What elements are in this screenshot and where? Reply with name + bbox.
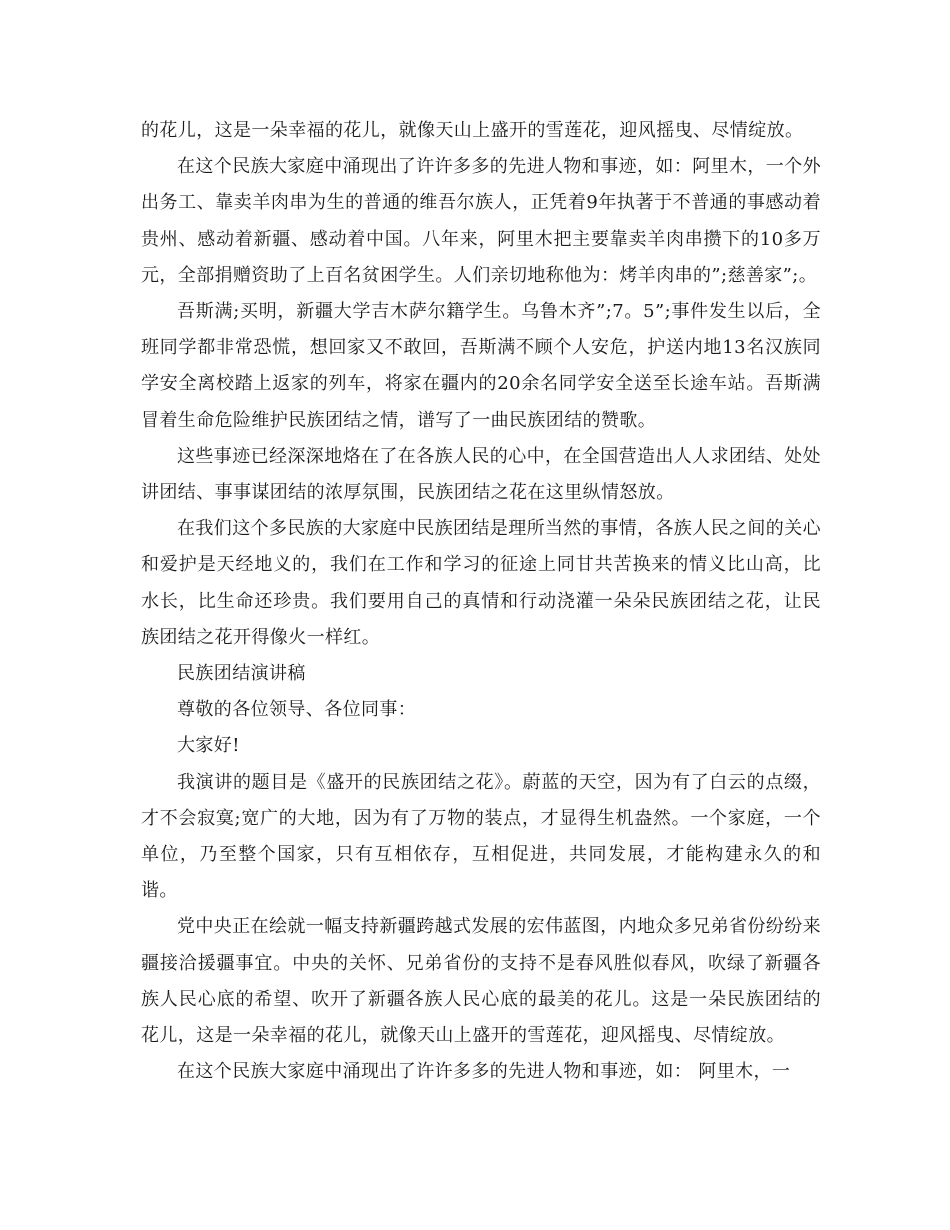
paragraph-topic: 我演讲的题目是《盛开的民族团结之花》。蔚蓝的天空，因为有了白云的点缀，才不会寂寞;宽广的大地，因为有了万物的装点，才显得生机盎然。一个家庭，一个单位，乃至整个国家，只有互相依存，互相促进，共同发展，才能构建永久的和谐。 <box>141 771 821 902</box>
paragraph-alimu: 在这个民族大家庭中涌现出了许许多多的先进人物和事迹，如：阿里木，一个外出务工、靠卖羊肉串为生的普通的维吾尔族人，正凭着9年执著于不普通的事感动着贵州、感动着新疆、感动着中国。八年来，阿里木把主要靠卖羊肉串攒下的10多万元，全部捐赠资助了上百名贫困学生。人们亲切地称他为：烤羊肉串的”;慈善家”;。 <box>141 156 821 286</box>
document-body <box>141 113 821 1090</box>
paragraph-trailing: 在这个民族大家庭中涌现出了许许多多的先进人物和事迹，如： 阿里木，一 <box>177 1061 791 1083</box>
paragraph-continuation: 的花儿，这是一朵幸福的花儿，就像天山上盛开的雪莲花，迎风摇曳、尽情绽放。 <box>141 120 804 141</box>
paragraph-wusiman: 吾斯满;买明，新疆大学吉木萨尔籍学生。乌鲁木齐”;7。5”;事件发生以后，全班同学都非常恐慌，想回家又不敢回，吾斯满不顾个人安危，护送内地13名汉族同学安全离校踏上返家的列车，将家在疆内的20余名同学安全送至长途车站。吾斯满冒着生命危险维护民族团结之情，谱写了一曲民族团结的赞歌。 <box>141 301 821 431</box>
paragraph-deeds: 这些事迹已经深深地烙在了在各族人民的心中，在全国营造出人人求团结、处处讲团结、事事谋团结的浓厚氛围，民族团结之花在这里纵情怒放。 <box>141 445 821 504</box>
speech-salutation: 尊敬的各位领导、各位同事： <box>177 699 417 721</box>
speech-greeting: 大家好! <box>177 735 240 757</box>
paragraph-blueprint: 党中央正在绘就一幅支持新疆跨越式发展的宏伟蓝图，内地众多兄弟省份纷纷来疆接洽援疆事宜。中央的关怀、兄弟省份的支持不是春风胜似春风，吹绿了新疆各族人民心底的希望、吹开了新疆各族人民心底的最美的花儿。这是一朵民族团结的花儿，这是一朵幸福的花儿，就像天山上盛开的雪莲花，迎风摇曳、尽情绽放。 <box>141 916 821 1047</box>
paragraph-family: 在我们这个多民族的大家庭中民族团结是理所当然的事情，各族人民之间的关心和爱护是天经地义的，我们在工作和学习的征途上同甘共苦换来的情义比山高，比水长，比生命还珍贵。我们要用自己的真情和行动浇灌一朵朵民族团结之花，让民族团结之花开得像火一样红。 <box>141 518 821 648</box>
speech-title: 民族团结演讲稿 <box>177 663 306 685</box>
